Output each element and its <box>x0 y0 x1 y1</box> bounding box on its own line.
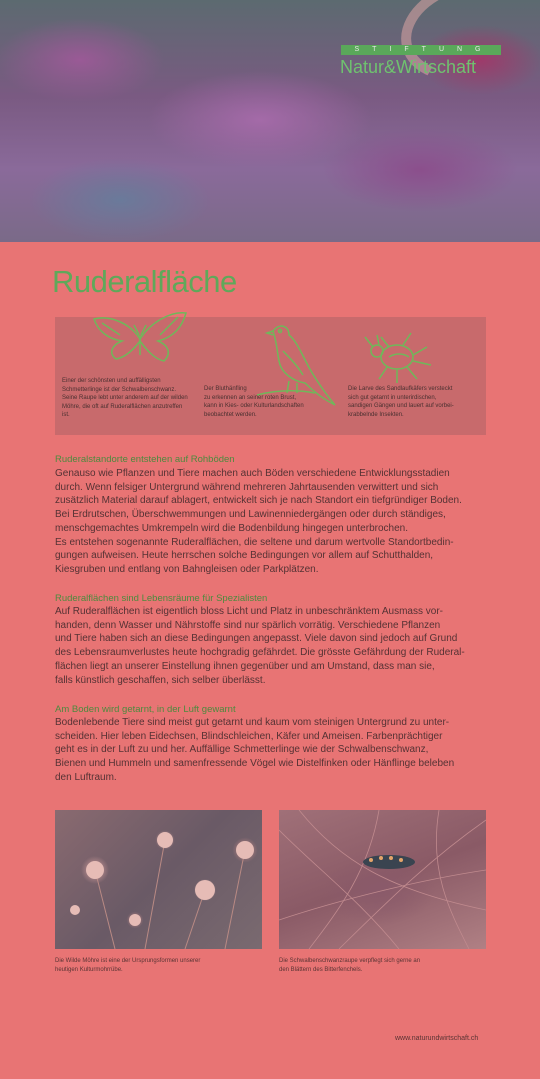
section-heading-spezialisten: Ruderalflächen sind Lebensräume für Spezialisten <box>55 593 268 604</box>
caterpillar-photo <box>279 810 486 949</box>
website-link[interactable]: www.naturundwirtschaft.ch <box>395 1035 479 1042</box>
caterpillar-caption: Die Schwalbenschwanzraupe verpflegt sich gerne an den Blättern des Bitterfenchels. <box>279 958 421 973</box>
species-panel <box>55 317 486 435</box>
section-text-spezialisten: Auf Ruderalflächen ist eigentlich bloss Licht und Platz in unbeschränktem Ausmass vor- handen, denn Wasser und Nährstoffe sind nur spärlich vorrätig. Verschiedene Pflanzen und Tiere haben sich an diese Bedingungen angepasst. Viele davon sind jedoch auf Grund des Lebensraumverlustes heute hochgradig gefährdet. Die grösste Gefährdung der Ruderal- flächen liegt an unserer Einstellung ihnen gegenüber und am Umstand, dass man sie, falls künstlich geschaffen, sich selber überlässt. <box>55 606 465 686</box>
beetle-caption: Die Larve des Sandlaufkäfers versteckt sich gut getarnt in unterirdischen, sandigen Gängen und lauert auf vorbei- krabbelnde Insekten. <box>348 386 454 418</box>
logo-name: Natur&Wirtschaft <box>340 57 477 77</box>
header-photo <box>0 0 540 242</box>
section-text-rohboeden: Genauso wie Pflanzen und Tiere machen auch Böden verschiedene Entwicklungsstadien durch. Wenn felsiger Untergrund während mehreren Jahrtausenden verwittert und sich zusätzlich Material darauf ablagert, entwickelt sich je nach Standort ein tiefgründiger Boden. Bei Erdrutschen, Überschwemmungen und Lawinenniedergängen oder durch ständiges, menschgemachtes Umkrempeln wird die Bodenbildung hingegen unterbrochen. Es entstehen sogenannte Ruderalflächen, die seltene und darum wertvolle Standortbedin- gungen aufweisen. Heute herrschen solche Bedingungen vor allem auf Schutthalden, Kiesgruben und entlang von Bahngleisen oder Parkplätzen. <box>55 468 462 575</box>
wild-carrot-photo <box>55 810 262 949</box>
page-title: Ruderalfläche <box>52 264 237 299</box>
logo-stiftung-label: STIFTUNG <box>354 46 494 53</box>
caterpillar <box>363 855 415 869</box>
beetle-icon <box>355 329 437 385</box>
wild-carrot-caption: Die Wilde Möhre ist eine der Ursprungsformen unserer heutigen Kulturmohrrübe. <box>55 958 201 973</box>
bird-caption: Der Bluthänfling zu erkennen an seiner roten Brust, kann in Kies- oder Kulturlandschaften beobachtet werden. <box>204 386 304 418</box>
section-heading-getarnt: Am Boden wird getarnt, in der Luft gewarnt <box>55 704 236 715</box>
section-heading-rohboeden: Ruderalstandorte entstehen auf Rohböden <box>55 454 235 465</box>
butterfly-caption: Einer der schönsten und auffälligsten Schmetterlinge ist der Schwalbenschwanz. Seine Raupe lebt unter anderem auf der wilden Möhre, die oft auf Ruderalflächen anzutreffen ist. <box>62 378 188 418</box>
section-text-getarnt: Bodenlebende Tiere sind meist gut getarnt und kaum vom steinigen Untergrund zu unter- scheiden. Hier leben Eidechsen, Blindschleichen, Käfer und Ameisen. Farbenprächtiger geht es in der Luft zu und her. Auffällige Schmetterlinge wie der Schwalbenschwanz, Bienen und Hummeln und samenfressende Vögel wie Distelfinken oder Hänflinge beleben den Luftraum. <box>55 717 455 783</box>
butterfly-icon <box>90 305 190 367</box>
